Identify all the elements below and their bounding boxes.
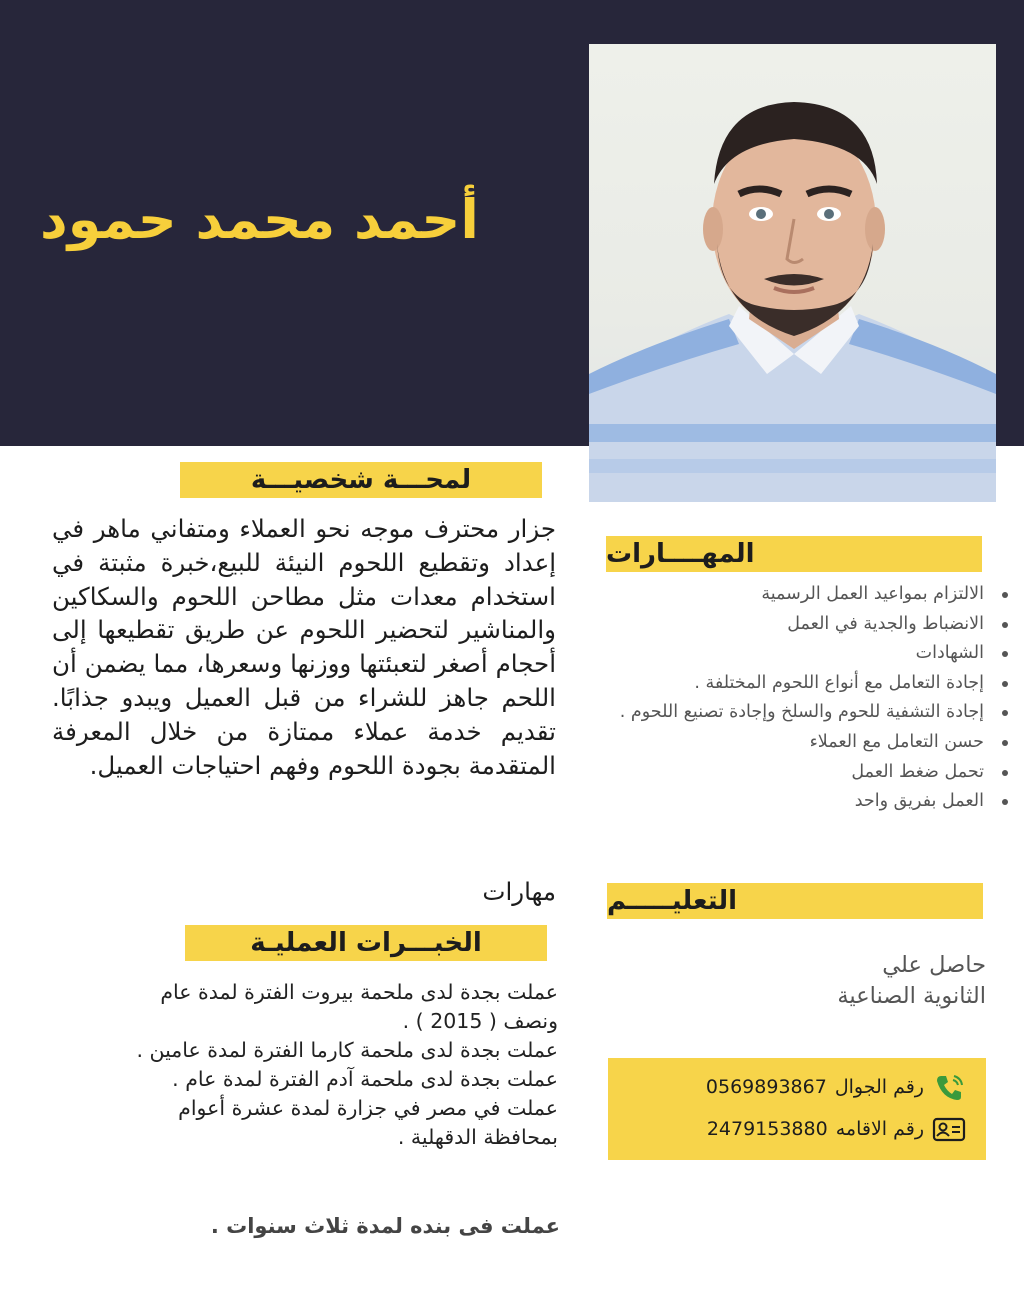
phone-label: رقم الجوال <box>834 1076 924 1098</box>
profile-section-title: لمحـــة شخصيـــة <box>180 462 542 498</box>
profile-photo <box>589 44 996 502</box>
profile-summary: جزار محترف موجه نحو العملاء ومتفاني ماهر في إعداد وتقطيع اللحوم النيئة للبيع،خبرة مثبتة في استخدام معدات مثل مطاحن اللحوم والسكاكين والمناشير لتحضير اللحوم عن طريق تقطيعها إلى أحجام أصغر لتعبئتها ووزنها وسعرها، مما يضمن أن اللحم جاهز للشراء من قبل العميل ويبدو جذابًا. تقديم خدمة عملاء ممتازة من خلال المعرفة المتقدمة بجودة اللحوم وفهم احتياجات العميل. <box>52 514 556 780</box>
contact-phone-row <box>706 1072 966 1102</box>
experience-item: عملت بجدة لدى ملحمة آدم الفترة لمدة عام . <box>172 1067 558 1091</box>
id-card-icon <box>932 1114 966 1144</box>
experience-list <box>100 978 558 1152</box>
candidate-name: أحمد محمد حمود <box>40 188 479 251</box>
experience-item: عملت بجدة لدى ملحمة بيروت الفترة لمدة عام ونصف ( 2015 ) . <box>160 980 558 1033</box>
education-details <box>740 950 986 1012</box>
skill-item: حسن التعامل مع العملاء <box>580 728 1012 758</box>
skill-item: إجادة التشفية للحوم والسلخ وإجادة تصنيع اللحوم . <box>580 698 1012 728</box>
skill-item: الانضباط والجدية في العمل <box>580 610 1012 640</box>
skill-item: الالتزام بمواعيد العمل الرسمية <box>580 580 1012 610</box>
phone-number: 0569893867 <box>705 1076 827 1098</box>
skill-item: إجادة التعامل مع أنواع اللحوم المختلفة . <box>580 669 1012 699</box>
skill-item: العمل بفريق واحد <box>580 787 1012 817</box>
profile-tail-word: مهارات <box>482 877 556 906</box>
education-line-1: حاصل علي <box>882 952 986 978</box>
id-label: رقم الاقامه <box>835 1118 924 1140</box>
experience-item: عملت بجدة لدى ملحمة كارما الفترة لمدة عامين . <box>136 1038 558 1062</box>
education-line-2: الثانوية الصناعية <box>837 983 986 1009</box>
contact-box <box>608 1058 986 1160</box>
education-section-title: التعليـــــم <box>607 883 983 919</box>
phone-icon <box>932 1072 966 1102</box>
id-number: 2479153880 <box>706 1118 828 1140</box>
contact-id-row <box>707 1114 966 1144</box>
skill-item: تحمل ضغط العمل <box>580 758 1012 788</box>
portrait-illustration <box>589 44 996 502</box>
experience-section-title: الخبـــرات العمليـة <box>185 925 547 961</box>
experience-item: عملت في مصر في جزارة لمدة عشرة أعوام بمحافظة الدقهلية . <box>178 1096 558 1149</box>
experience-item-last: عملت فى بنده لمدة ثلاث سنوات . <box>210 1214 560 1238</box>
skills-section-title: المهــــارات <box>606 536 982 572</box>
skills-list <box>580 580 1012 817</box>
skill-item: الشهادات <box>580 639 1012 669</box>
